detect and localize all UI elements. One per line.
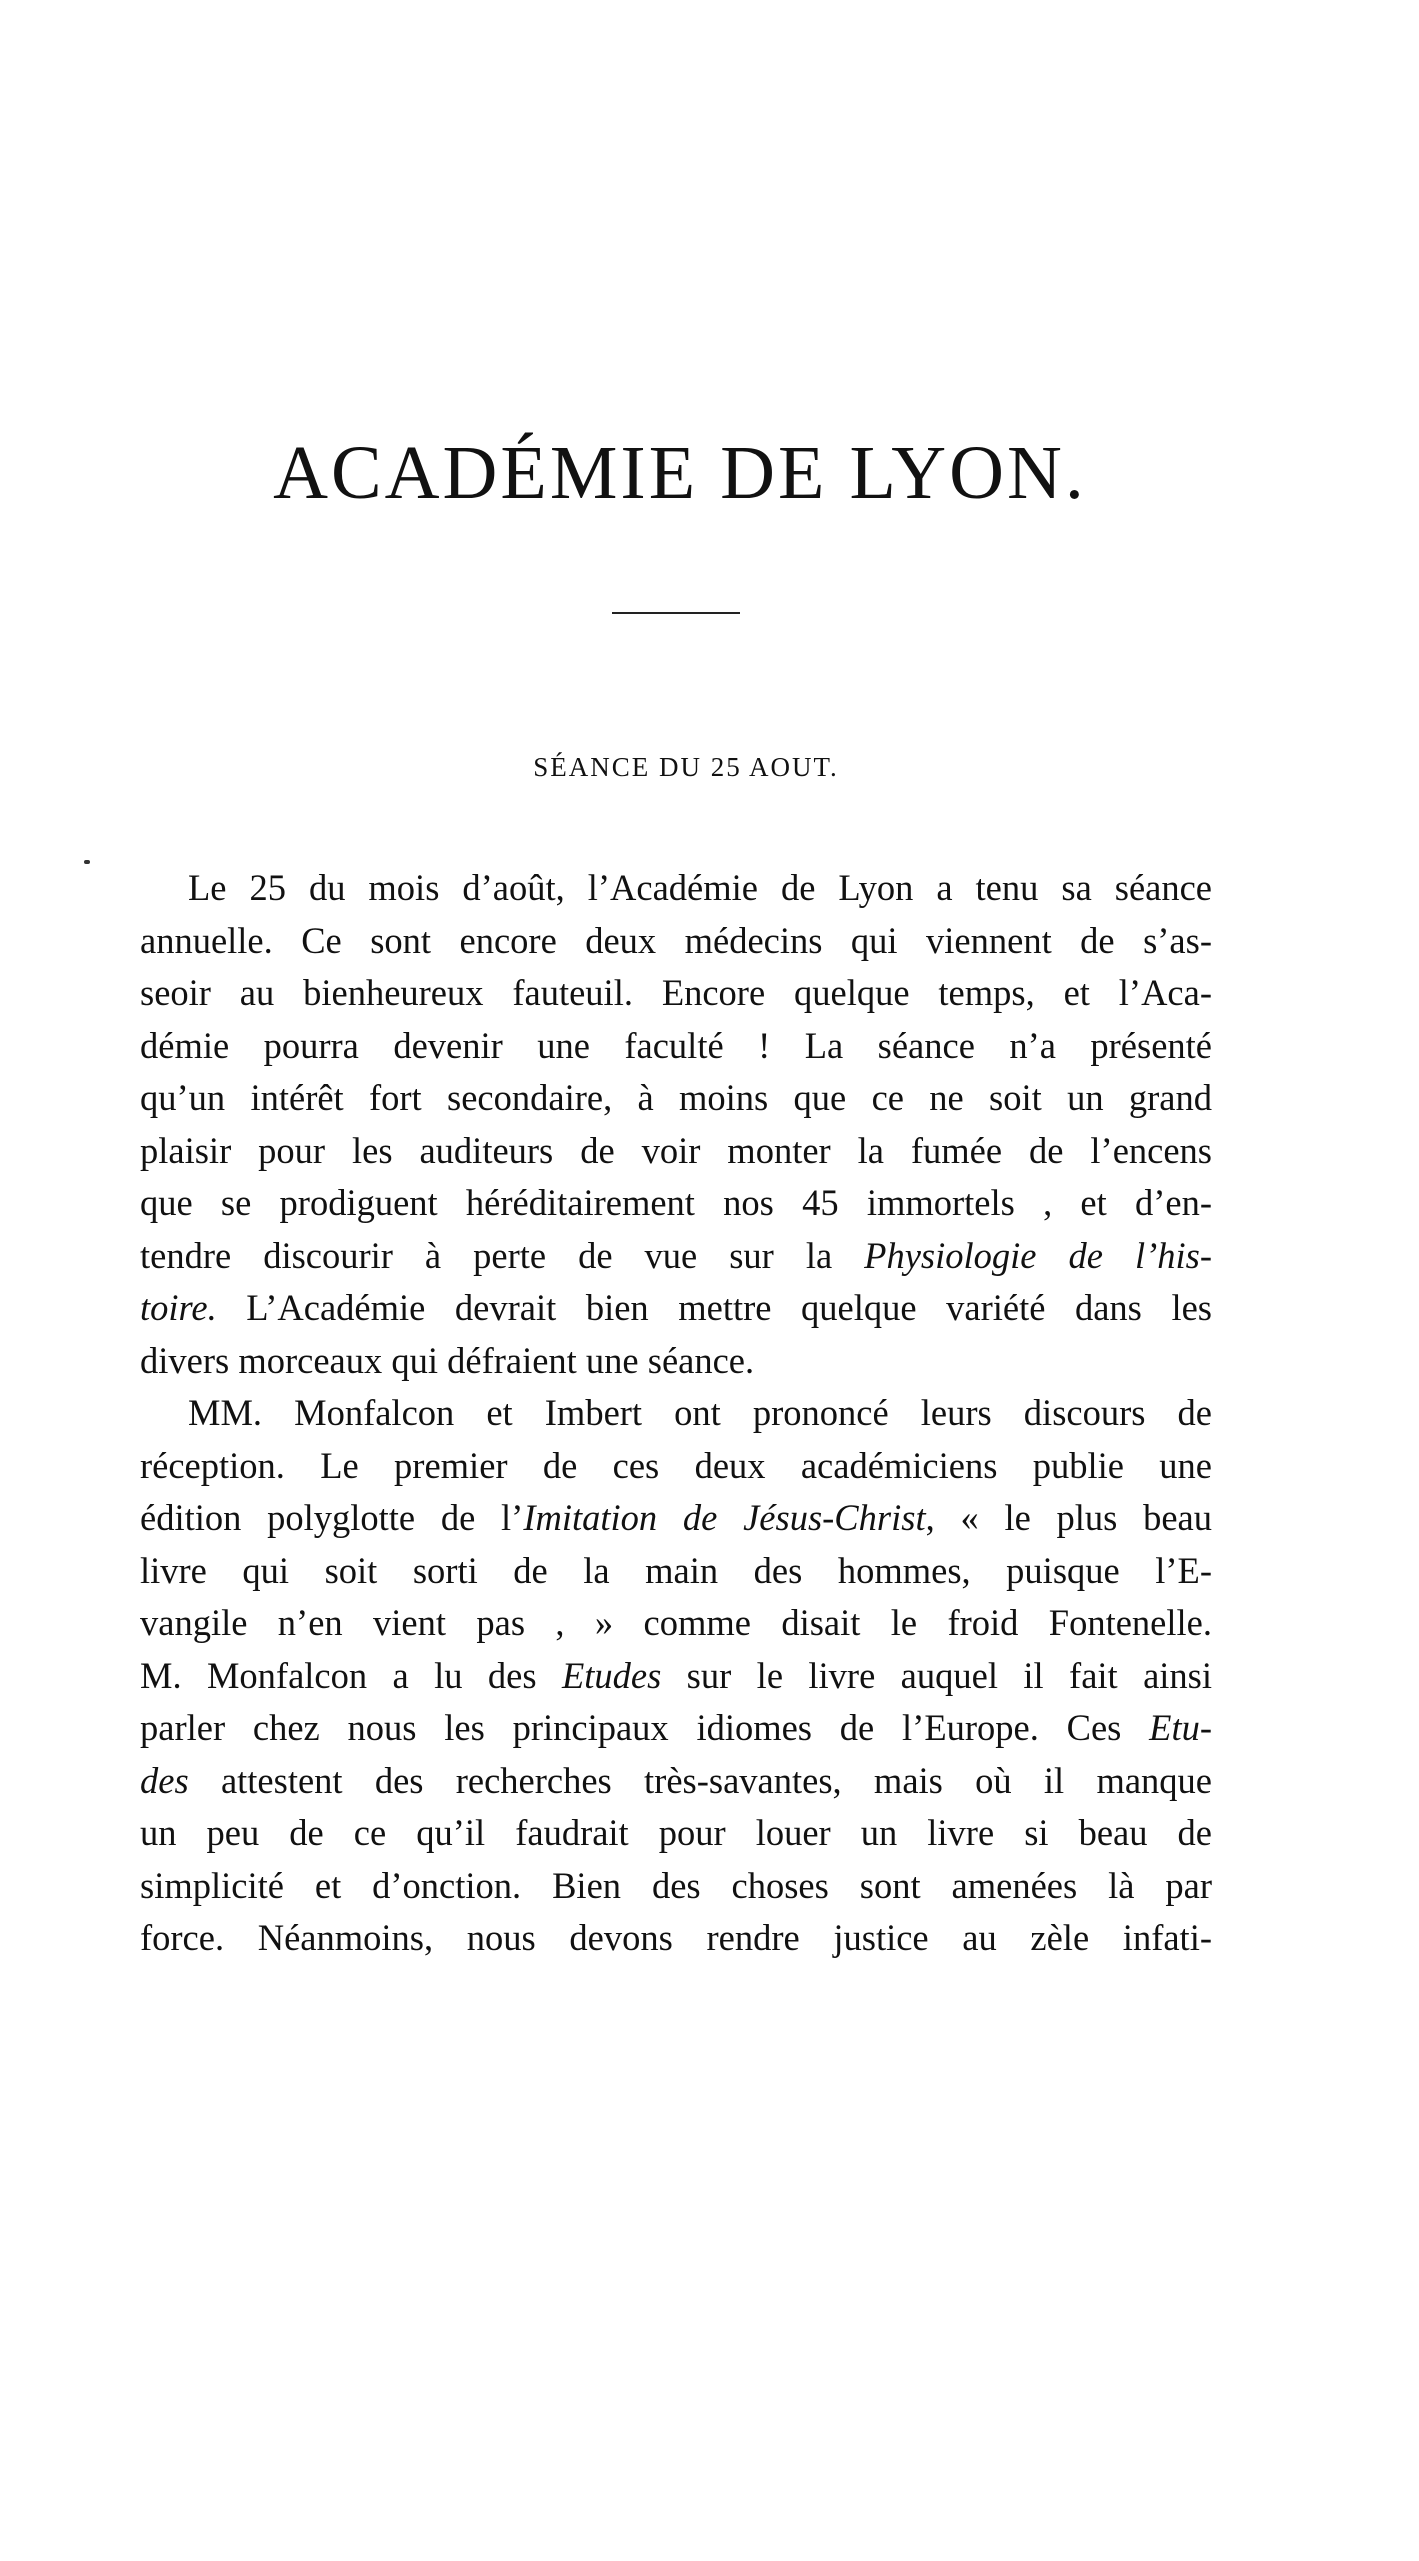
print-speck [84, 860, 90, 864]
text-segment: attestent des recherches très-savantes, mais où il manque [220, 1759, 1213, 1801]
session-heading: SÉANCE DU 25 AOUT. [533, 752, 839, 782]
text-segment: tendre discourir à perte de vue sur la [140, 1234, 833, 1276]
page-title: ACADÉMIE DE LYON. [273, 431, 1087, 515]
text-line: réception. Le premier de ces deux académiciens publie une [140, 1444, 1212, 1486]
italic-title: Physiologie de l’his- [864, 1234, 1212, 1276]
text-line: un peu de ce qu’il faudrait pour louer un livre si beau de [140, 1812, 1212, 1853]
italic-title: Etudes [561, 1654, 662, 1696]
text-line: divers morceaux qui défraient une séance. [140, 1339, 755, 1381]
text-line [140, 1282, 1212, 1335]
text-line: vangile n’en vient pas , » comme disait le froid Fontenelle. [140, 1602, 1212, 1643]
article-body [140, 862, 1212, 1965]
text-line: Le 25 du mois d’août, l’Académie de Lyon a tenu sa séance [188, 867, 1212, 908]
text-line: plaisir pour les auditeurs de voir monter la fumée de l’encens [140, 1129, 1212, 1171]
text-segment: L’Académie devrait bien mettre quelque variété dans les [246, 1287, 1213, 1328]
text-line: force. Néanmoins, nous devons rendre justice au zèle infati- [140, 1917, 1212, 1958]
italic-title: des [140, 1759, 189, 1801]
text-segment: parler chez nous les principaux idiomes de l’Europe. Ces [140, 1707, 1122, 1748]
text-segment: sur le livre auquel il fait ainsi [686, 1654, 1212, 1696]
text-line: livre qui soit sorti de la main des hommes, puisque l’E- [140, 1549, 1212, 1591]
text-segment: édition polyglotte de l’ [140, 1497, 524, 1538]
italic-title: Imitation de Jésus-Christ [523, 1497, 926, 1538]
text-line: annuelle. Ce sont encore deux médecins qui viennent de s’as- [140, 919, 1212, 961]
text-line [140, 1650, 1212, 1703]
text-line [140, 1492, 1212, 1545]
text-segment: , « le plus beau [925, 1497, 1212, 1538]
italic-title: Etu- [1149, 1707, 1213, 1748]
text-line: seoir au bienheureux fauteuil. Encore quelque temps, et l’Aca- [140, 972, 1212, 1013]
text-segment: M. Monfalcon a lu des [140, 1654, 537, 1696]
text-line [140, 1230, 1212, 1283]
text-line: démie pourra devenir une faculté ! La séance n’a présenté [140, 1024, 1212, 1066]
text-line: MM. Monfalcon et Imbert ont prononcé leurs discours de [188, 1392, 1212, 1433]
text-line [140, 1755, 1212, 1808]
text-line [140, 1702, 1212, 1755]
text-line: simplicité et d’onction. Bien des choses sont amenées là par [140, 1864, 1212, 1906]
title-divider [612, 612, 740, 614]
text-line: qu’un intérêt fort secondaire, à moins que ce ne soit un grand [140, 1077, 1212, 1118]
text-line: que se prodiguent héréditairement nos 45 immortels , et d’en- [140, 1182, 1212, 1223]
italic-title: toire. [140, 1287, 217, 1328]
